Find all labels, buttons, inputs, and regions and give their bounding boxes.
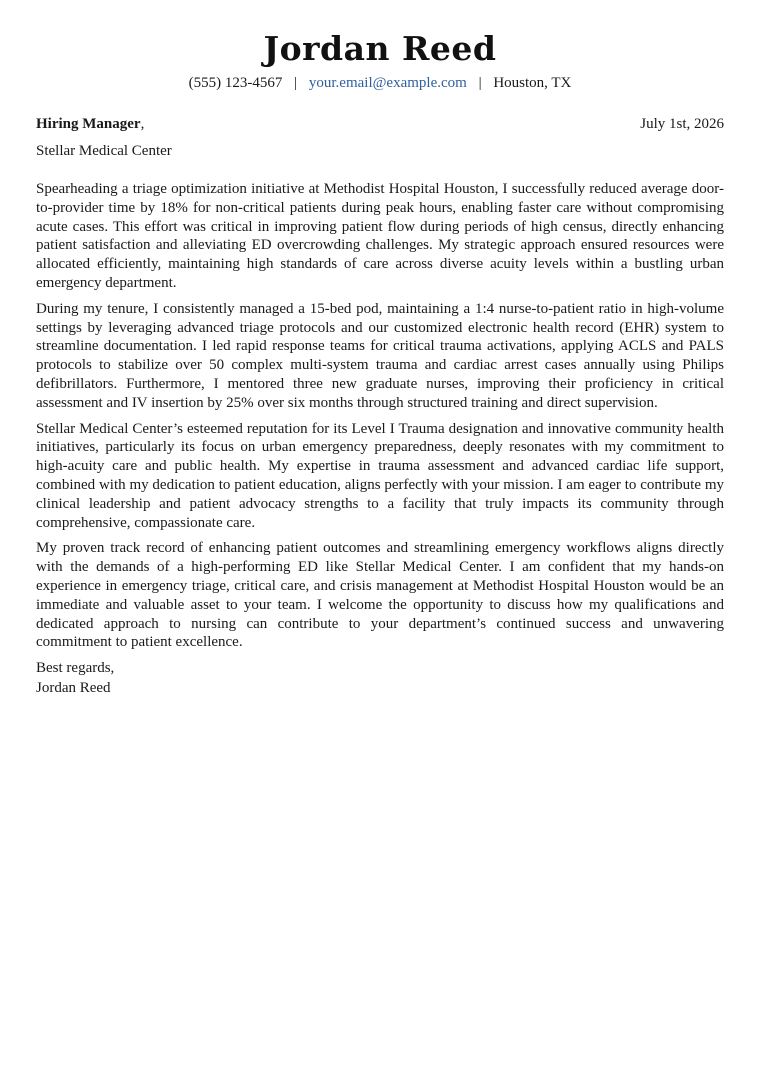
- company-name: Stellar Medical Center: [36, 143, 172, 159]
- contact-separator: |: [294, 75, 298, 91]
- body-paragraph: Stellar Medical Center’s esteemed reputation for its Level I Trauma designation and innovative community health initiatives, particularly its focus on urban emergency preparedness, deeply resonates with my commitment to high-acuity care and public health. My expertise in trauma assessment and advanced cardiac life support, combined with my dedication to patient education, aligns perfectly with your mission. I am eager to contribute my clinical leadership and patient advocacy strengths to a facility that truly impacts its community through comprehensive, compassionate care.: [36, 420, 724, 531]
- body-paragraph: My proven track record of enhancing patient outcomes and streamlining emergency workflows aligns directly with the demands of a high-performing ED like Stellar Medical Center. I am confident that my hands-on experience in emergency triage, critical care, and crisis management at Methodist Hospital Houston would be an immediate and valuable asset to your team. I welcome the opportunity to discuss how my qualifications and dedicated approach to nursing can contribute to your department’s continued success and unwavering commitment to patient excellence.: [36, 540, 724, 651]
- phone-number: (555) 123-4567: [188, 75, 283, 91]
- body-paragraph: During my tenure, I consistently managed a 15-bed pod, maintaining a 1:4 nurse-to-patient ratio in high-volume settings by leveraging advanced triage protocols and our customized electronic health record (EHR) system to streamline documentation. I led rapid response teams for critical trauma activations, applying ACLS and PALS protocols to stabilize over 50 complex multi-system trauma and cardiac arrest cases annually using Philips defibrillators. Furthermore, I mentored three new graduate nurses, improving their proficiency in critical assessment and IV insertion by 25% over six months through structured training and direct supervision.: [36, 300, 724, 411]
- applicant-name: Jordan Reed: [263, 29, 497, 68]
- letter-body: [36, 180, 724, 698]
- closing-phrase: Best regards,: [36, 660, 115, 677]
- body-paragraph: Spearheading a triage optimization initiative at Methodist Hospital Houston, I successfully reduced average door-to-provider time by 18% for non-critical patients during peak hours, enabling faster care without compromising acute cases. This effort was critical in improving patient flow during periods of high census, directly enhancing patient satisfaction and alleviating ED overcrowding challenges. My strategic approach ensured resources were allocated efficiently, maintaining high standards of care across diverse acuity levels within a bustling urban emergency department.: [36, 181, 724, 291]
- email-link[interactable]: your.email@example.com: [308, 75, 467, 91]
- contact-line: [0, 73, 760, 93]
- letter-date: July 1st, 2026: [640, 116, 724, 132]
- contact-separator: |: [478, 75, 482, 91]
- location: Houston, TX: [493, 75, 572, 91]
- signature: Jordan Reed: [36, 679, 111, 696]
- recipient-comma: ,: [140, 116, 145, 132]
- recipient-name: Hiring Manager: [36, 116, 141, 132]
- closing-block: [36, 659, 724, 698]
- salutation-row: [36, 114, 724, 134]
